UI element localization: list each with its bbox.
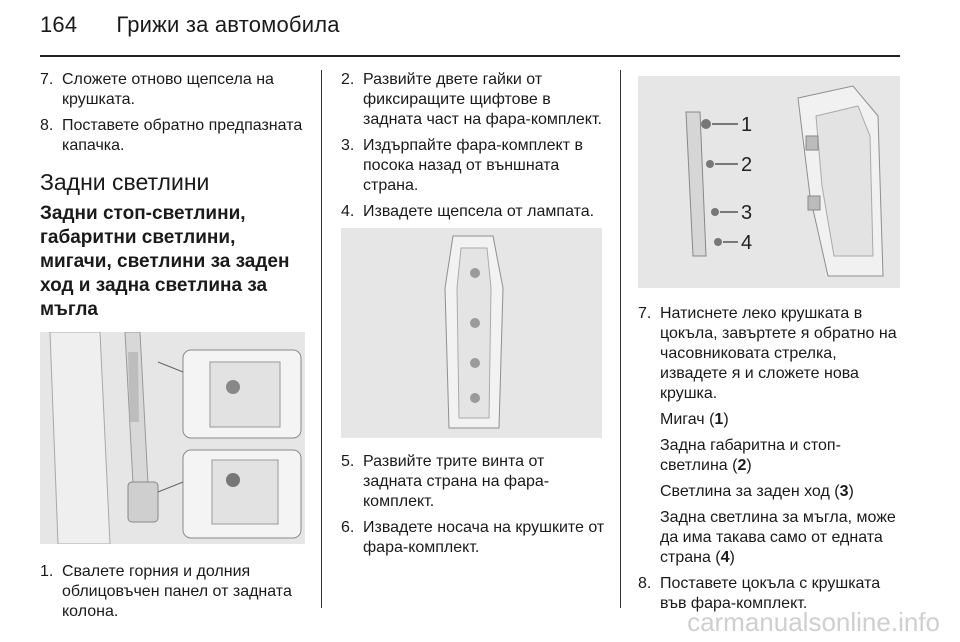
step-8b: 8. Поставете цокъла с крушката във фара-комплект. [638,575,881,612]
legend-item-2: Задна габаритна и стоп-светлина (2) [660,437,841,474]
legend-item-1: Мигач (1) [660,411,729,428]
figure-trim-panels [40,332,305,544]
page-number: 164 [40,12,78,37]
step-8: 8. Поставете обратно предпазната капачка. [40,117,303,154]
column-2 [341,70,606,564]
step-7b: 7. Натиснете леко крушката в цокъла, завъртете я обратно на часовниковата стрелка, извадете я и сложете нова крушка. [638,305,897,402]
column-divider-1 [321,70,322,608]
column-3 [638,70,903,620]
subsection-title: Задни стоп-светлини, габаритни светлини, мигачи, светлини за заден ход и задна светлина за мъгла [40,203,290,320]
legend-item-4: Задна светлина за мъгла, може да има такава само от едната страна (4) [660,509,896,566]
step-2: 2. Развийте двете гайки от фиксиращите щифтове в задната част на фара-комплект. [341,71,602,128]
header-rule [40,55,900,57]
page-header [40,12,340,38]
step-1: 1. Свалете горния и долния облицовъчен панел от задната колона. [40,563,292,620]
step-5: 5. Развийте трите винта от задната страна на фара-комплект. [341,453,550,510]
page-title: Грижи за автомобила [116,12,340,37]
figure-bulb-holder [638,76,900,288]
step-3: 3. Издърпайте фара-комплект в посока назад от външната страна. [341,137,583,194]
step-7: 7. Сложете отново щепсела на крушката. [40,71,274,108]
legend-item-3: Светлина за заден ход (3) [660,483,854,500]
step-6: 6. Извадете носача на крушките от фара-комплект. [341,519,605,556]
column-1 [40,70,305,628]
step-4: 4. Извадете щепсела от лампата. [341,203,595,220]
section-title: Задни светлини [40,169,210,195]
figure-label-4: 4 [741,232,753,254]
figure-label-2: 2 [741,154,753,176]
figure-lamp-housing [341,228,602,438]
watermark: carmanualsonline.info [687,607,940,637]
column-divider-2 [620,70,621,608]
figure-label-1: 1 [741,114,753,136]
figure-label-3: 3 [741,202,753,224]
